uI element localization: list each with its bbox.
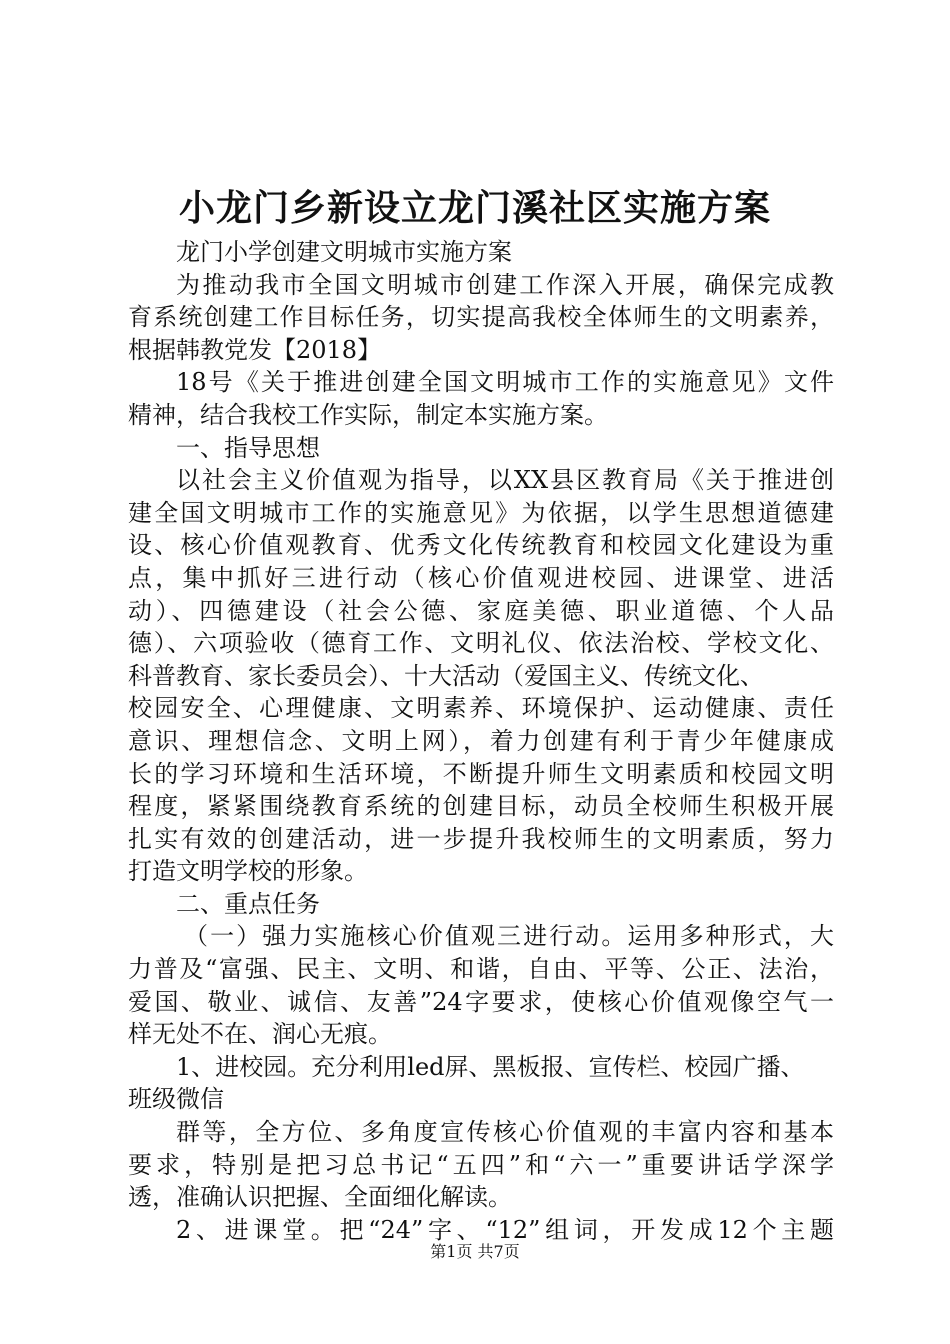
document-title: 小龙门乡新设立龙门溪社区实施方案 xyxy=(178,187,771,229)
body-line-6: 精神，结合我校工作实际，制定本实施方案。 xyxy=(128,400,608,429)
body-line-19: 扎实有效的创建活动，进一步提升我校师生的文明素质，努力 xyxy=(128,824,834,853)
body-line-4: 根据韩教党发【2018】 xyxy=(128,335,382,364)
body-line-11: 点，集中抓好三进行动（核心价值观进校园、进课堂、进活 xyxy=(128,563,834,592)
page-number: 第1页 共7页 xyxy=(430,1242,520,1261)
body-line-20: 打造文明学校的形象。 xyxy=(128,857,368,886)
body-line-17: 长的学习环境和生活环境，不断提升师生文明素质和校园文明 xyxy=(128,759,834,788)
body-line-23: 力普及“富强、民主、文明、和谐，自由、平等、公正、法治， xyxy=(128,955,834,984)
body-line-8: 以社会主义价值观为指导，以XX县区教育局《关于推进创 xyxy=(176,466,834,495)
body-line-30: 透，准确认识把握、全面细化解读。 xyxy=(128,1183,512,1212)
body-line-26: 1、进校园。充分利用led屏、黑板报、宣传栏、校园广播、 xyxy=(176,1052,805,1081)
document-body xyxy=(128,236,834,1246)
section-heading-1: 一、指导思想 xyxy=(176,433,320,462)
body-line-24: 爱国、敬业、诚信、友善”24字要求，使核心价值观像空气一 xyxy=(128,987,834,1016)
body-line-1: 龙门小学创建文明城市实施方案 xyxy=(176,238,512,266)
body-line-31: 2、进课堂。把“24”字、“12”组词，开发成12个主题 xyxy=(176,1215,834,1244)
body-line-25: 样无处不在、润心无痕。 xyxy=(128,1020,392,1049)
body-line-28: 群等，全方位、多角度宣传核心价值观的丰富内容和基本 xyxy=(176,1118,834,1147)
body-line-29: 要求，特别是把习总书记“五四”和“六一”重要讲话学深学 xyxy=(128,1150,834,1179)
body-line-27: 班级微信 xyxy=(128,1085,224,1114)
body-line-5: 18号《关于推进创建全国文明城市工作的实施意见》文件 xyxy=(176,368,834,397)
body-line-10: 设、核心价值观教育、优秀文化传统教育和校园文化建设为重 xyxy=(128,531,834,560)
body-line-22: （一）强力实施核心价值观三进行动。运用多种形式，大 xyxy=(184,922,834,951)
body-line-13: 德）、六项验收（德育工作、文明礼仪、依法治校、学校文化、 xyxy=(128,629,834,658)
body-line-14: 科普教育、家长委员会）、十大活动（爱国主义、传统文化、 xyxy=(128,661,764,690)
body-line-15: 校园安全、心理健康、文明素养、环境保护、运动健康、责任 xyxy=(128,694,834,723)
body-line-18: 程度，紧紧围绕教育系统的创建目标，动员全校师生积极开展 xyxy=(128,792,834,821)
section-heading-2: 二、重点任务 xyxy=(176,889,320,918)
body-line-12: 动）、四德建设（社会公德、家庭美德、职业道德、个人品 xyxy=(128,596,834,625)
body-line-3: 育系统创建工作目标任务，切实提高我校全体师生的文明素养， xyxy=(128,303,834,332)
body-line-2: 为推动我市全国文明城市创建工作深入开展，确保完成教 xyxy=(176,270,834,299)
body-line-16: 意识、理想信念、文明上网），着力创建有利于青少年健康成 xyxy=(128,726,834,755)
body-line-9: 建全国文明城市工作的实施意见》为依据，以学生思想道德建 xyxy=(128,498,834,527)
